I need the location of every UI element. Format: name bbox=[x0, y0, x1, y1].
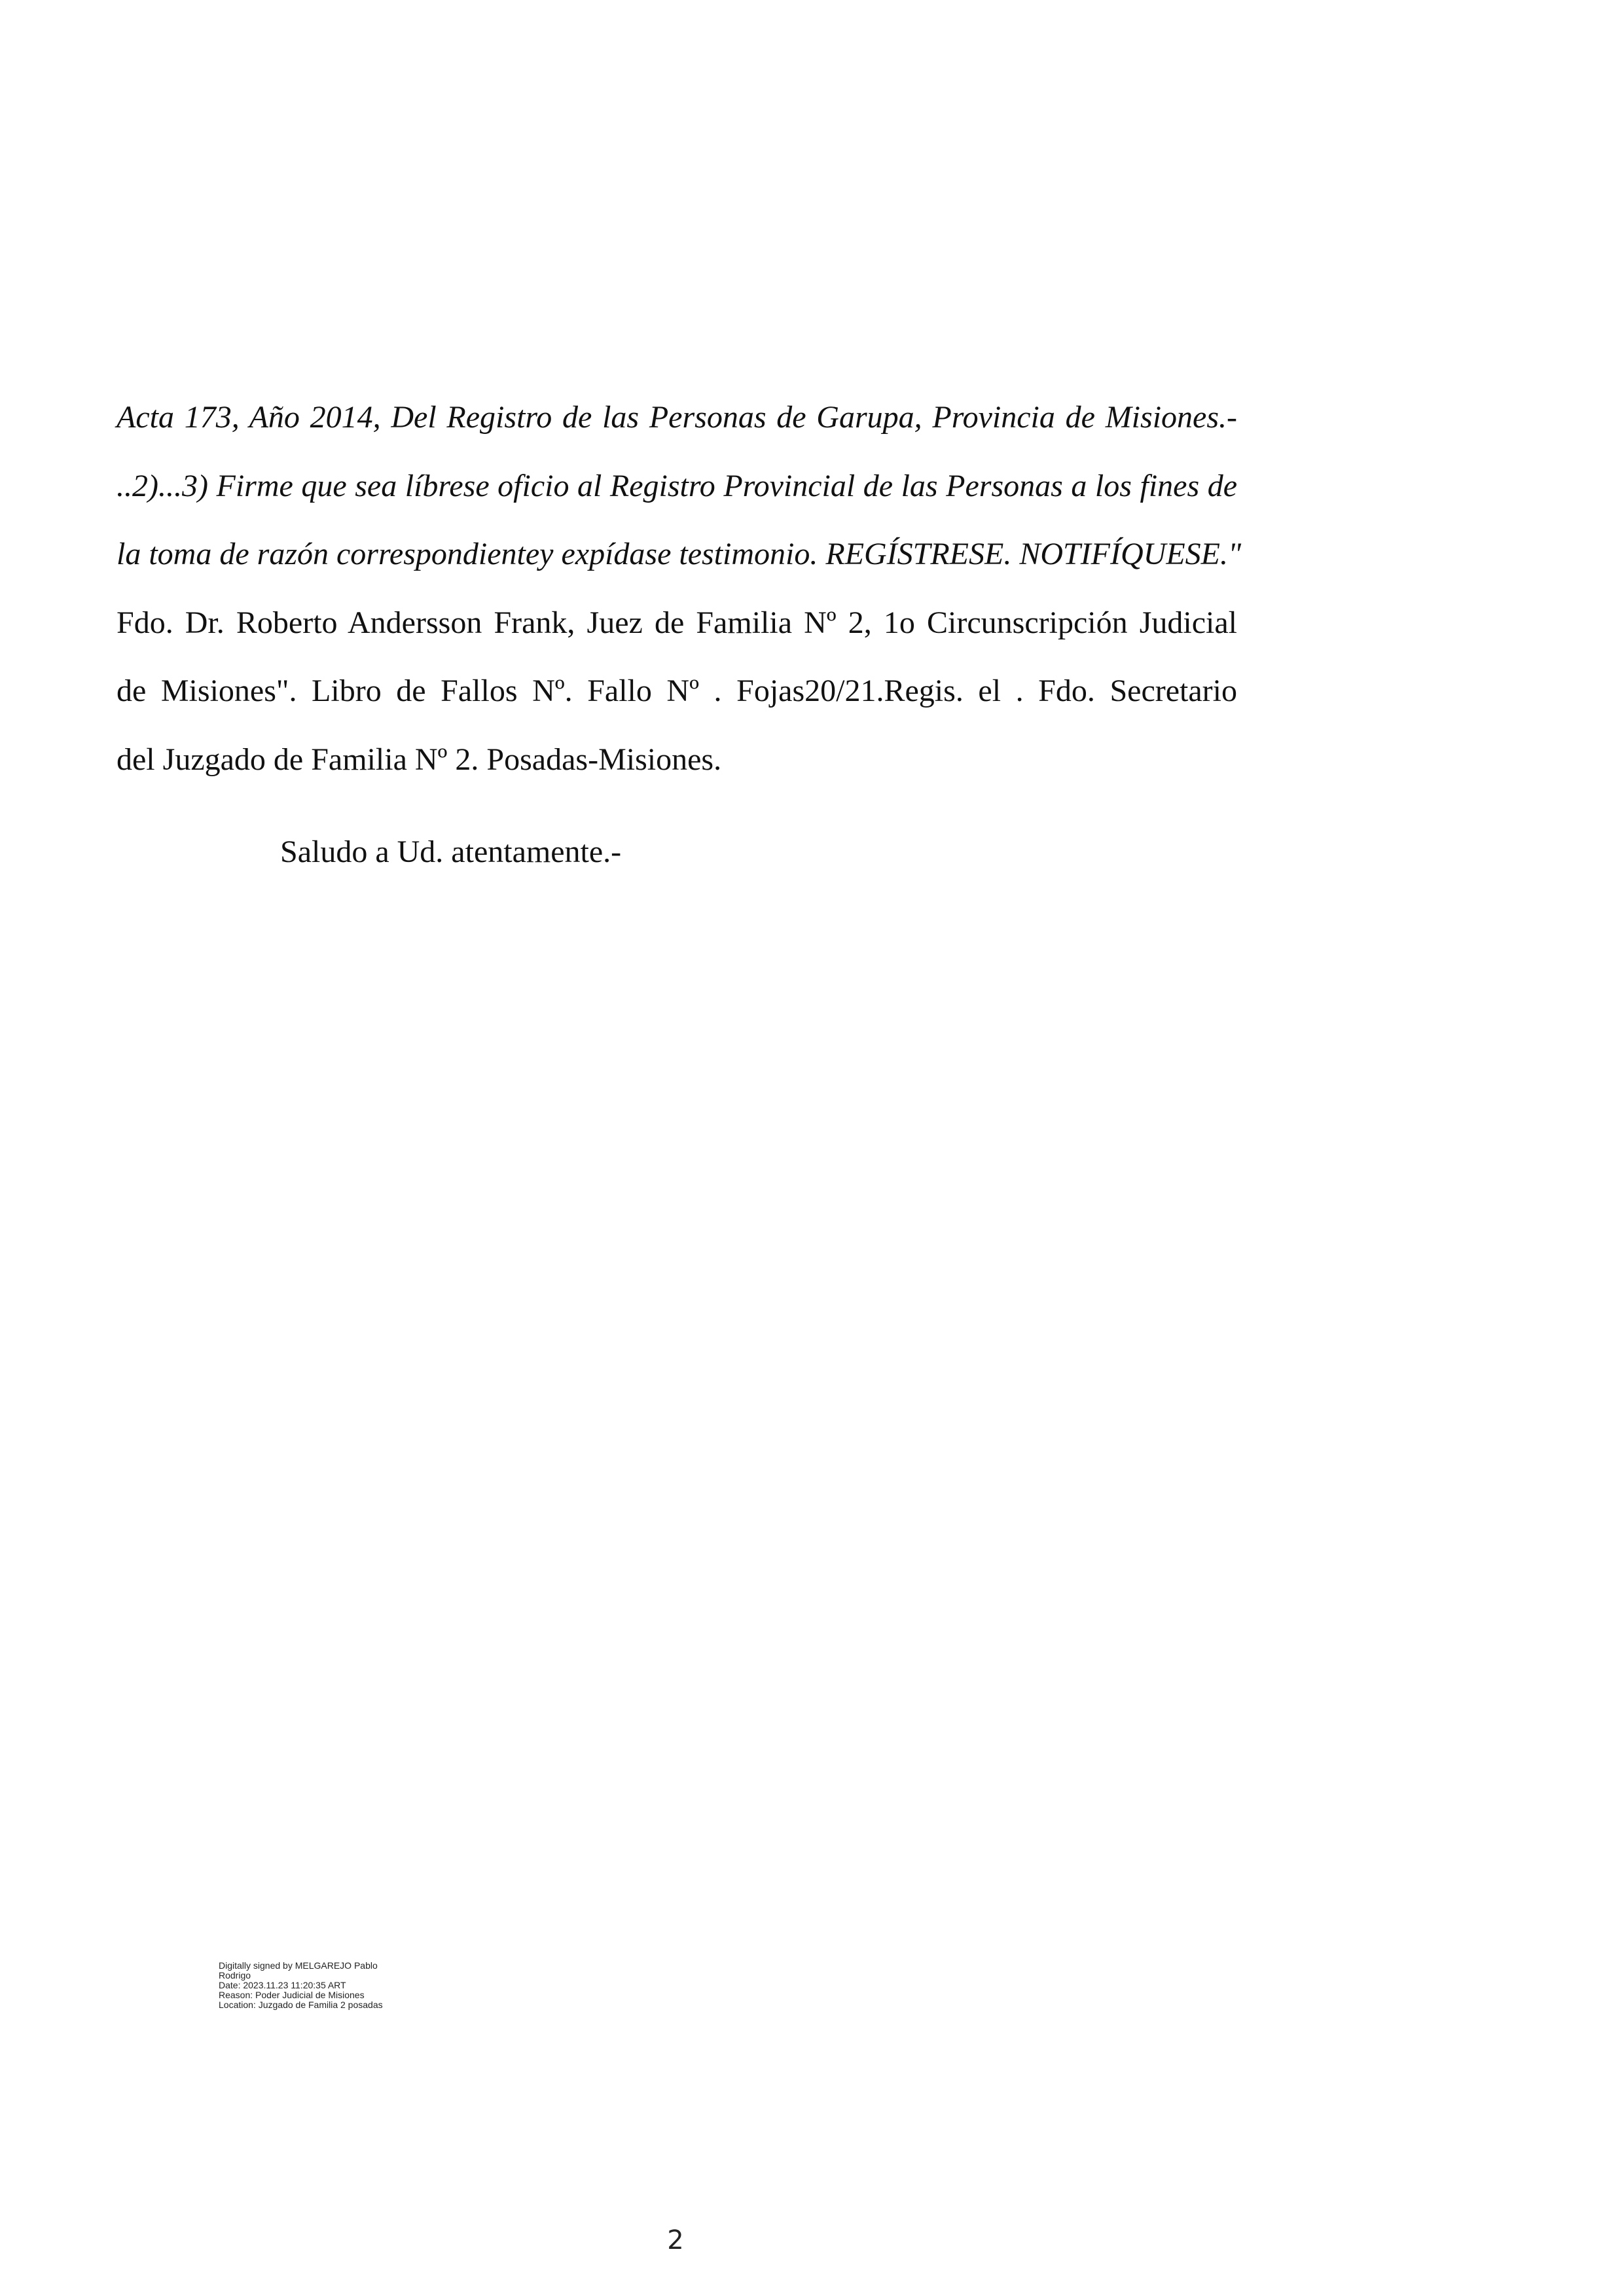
body-line-1: Acta 173, Año 2014, Del Registro de las Personas de Garupa, Provincia de Misiones.- bbox=[117, 400, 1237, 435]
signature-reason: Reason: Poder Judicial de Misiones bbox=[219, 1990, 365, 2000]
signature-date: Date: 2023.11.23 11:20:35 ART bbox=[219, 1980, 346, 1990]
body-line-5: de Misiones". Libro de Fallos Nº. Fallo Nº . Fojas20/21.Regis. el . Fdo. Secretario bbox=[117, 673, 1237, 708]
body-line-6: del Juzgado de Familia Nº 2. Posadas-Misiones. bbox=[117, 742, 722, 777]
signature-signed-by-cont: Rodrigo bbox=[219, 1970, 251, 1981]
page-number: 2 bbox=[667, 2225, 684, 2255]
body-line-3: la toma de razón correspondientey expídase testimonio. REGÍSTRESE. NOTIFÍQUESE." bbox=[117, 537, 1242, 571]
closing-salutation: Saludo a Ud. atentamente.- bbox=[280, 834, 622, 869]
digital-signature-block bbox=[219, 1961, 383, 2010]
body-line-2: ..2)...3) Firme que sea líbrese oficio al Registro Provincial de las Personas a los fines de bbox=[117, 469, 1237, 503]
body-line-4: Fdo. Dr. Roberto Andersson Frank, Juez de Familia Nº 2, 1o Circunscripción Judicial bbox=[117, 605, 1237, 640]
signature-signed-by: Digitally signed by MELGAREJO Pablo bbox=[219, 1960, 378, 1971]
signature-location: Location: Juzgado de Familia 2 posadas bbox=[219, 2000, 383, 2010]
